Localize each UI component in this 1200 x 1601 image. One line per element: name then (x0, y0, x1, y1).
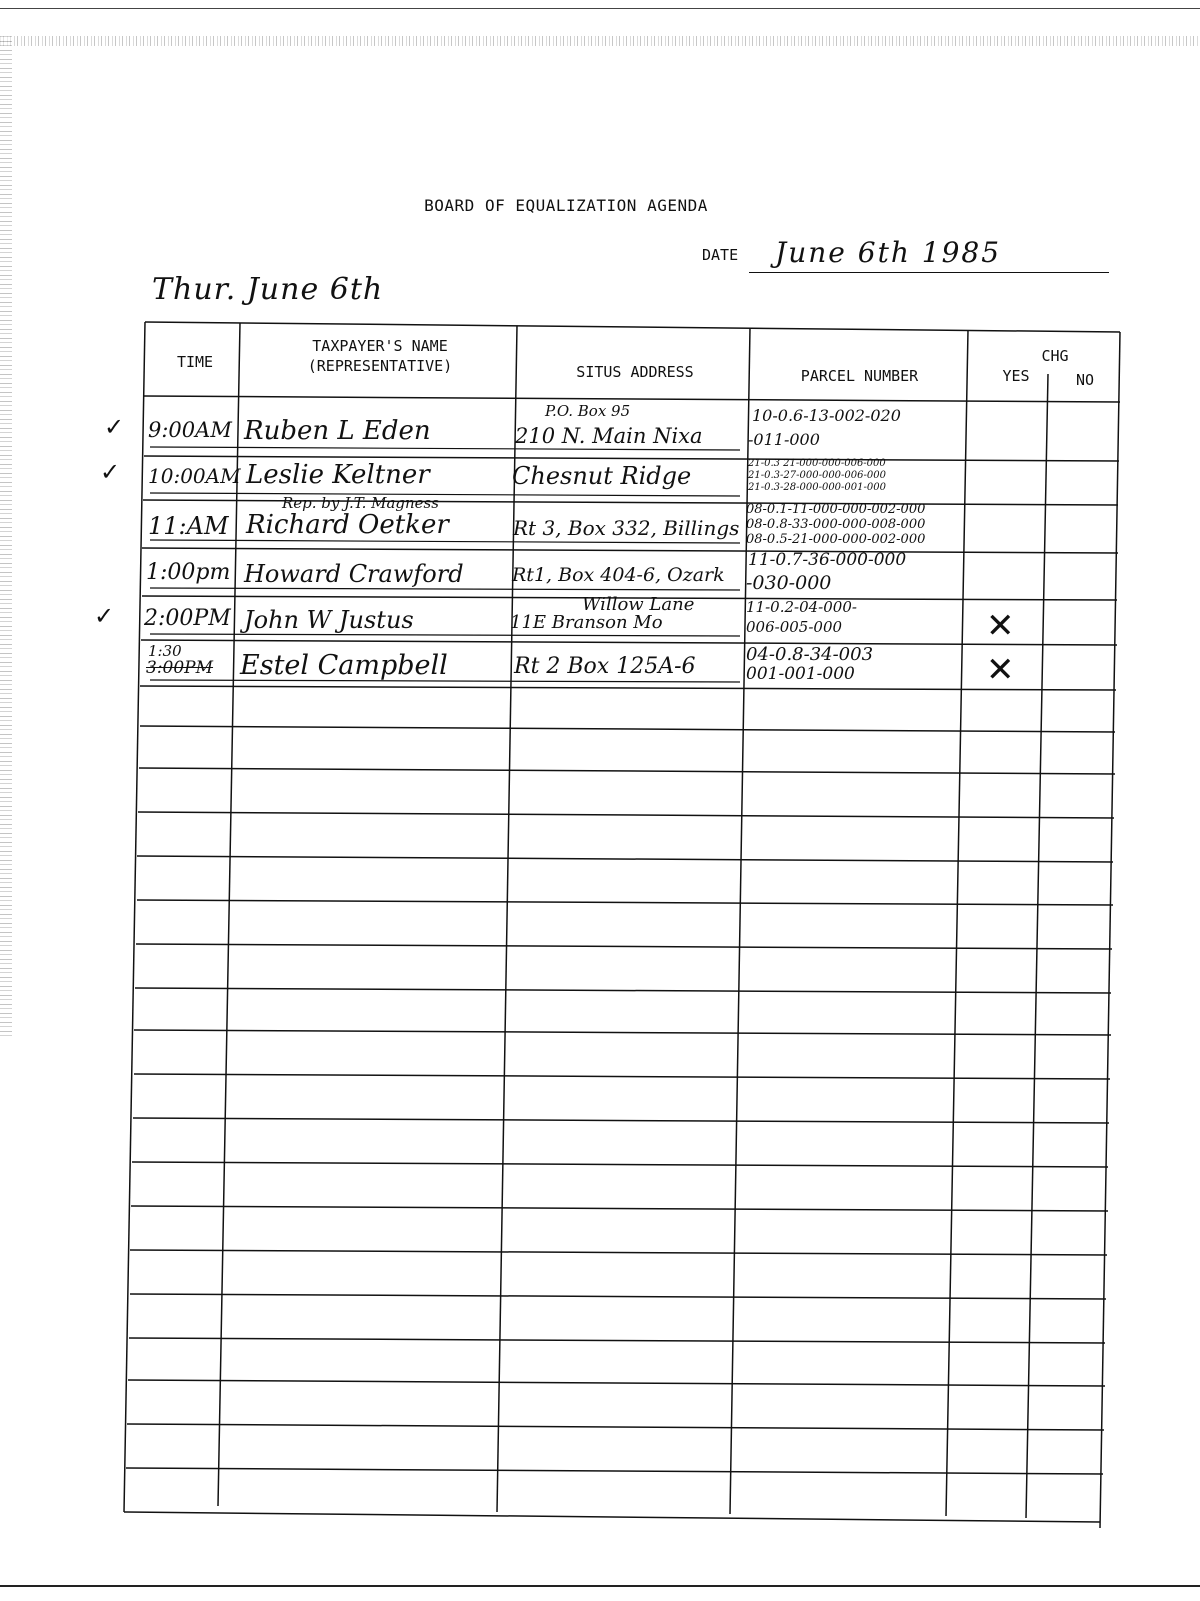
header-yes: YES (1002, 367, 1030, 385)
header-parcel-number: PARCEL NUMBER (800, 367, 919, 385)
row-5-check-mark: ✓ (94, 602, 115, 630)
row-3-parcel-2: 08-0.8-33-000-000-008-000 (746, 517, 926, 532)
row-6-parcel-2: 001-001-000 (746, 664, 855, 684)
row-3-parcel-3: 08-0.5-21-000-000-002-000 (746, 532, 926, 547)
row-5-situs: 11E Branson Mo (510, 612, 663, 633)
row-2-name: Leslie Keltner (246, 460, 430, 490)
row-2-check-mark: ✓ (100, 458, 121, 486)
row-6-time: 3:00PM (146, 658, 214, 678)
header-representative: (REPRESENTATIVE) (307, 357, 453, 375)
row-2-parcel-2: 21-0.3-27-000-000-006-000 (748, 470, 886, 481)
row-1-check-mark: ✓ (104, 413, 125, 441)
row-4-situs: Rt1, Box 404-6, Ozark (512, 564, 725, 586)
row-4-name: Howard Crawford (244, 560, 464, 588)
row-3-name: Richard Oetker (246, 510, 449, 540)
row-1-parcel-2: -011-000 (748, 430, 820, 449)
date-label: DATE (702, 246, 739, 264)
day-note: Thur. June 6th (152, 272, 384, 307)
row-1-parcel-1: 10-0.6-13-002-020 (752, 406, 901, 425)
header-taxpayer-name: TAXPAYER'S NAME (312, 337, 448, 355)
header-situs-address: SITUS ADDRESS (576, 363, 694, 381)
row-6-parcel-1: 04-0.8-34-003 (746, 644, 874, 665)
row-6-time-correction: 1:30 (148, 642, 182, 660)
row-2-parcel-3: 21-0.3-28-000-000-001-000 (748, 482, 886, 493)
date-value: June 6th 1985 (775, 236, 1002, 269)
header-time: TIME (176, 353, 214, 371)
bottom-border (0, 1585, 1200, 1591)
row-6-yes-mark: ✕ (986, 650, 1015, 690)
row-6-name: Estel Campbell (240, 650, 448, 681)
row-2-situs: Chesnut Ridge (512, 462, 692, 490)
row-1-time: 9:00AM (148, 418, 232, 442)
row-5-yes-mark: ✕ (986, 606, 1015, 646)
row-6-situs: Rt 2 Box 125A-6 (514, 654, 696, 679)
row-3-time: 11:AM (148, 512, 229, 540)
row-3-situs: Rt 3, Box 332, Billings (513, 516, 740, 540)
header-chg: CHG (1041, 347, 1069, 365)
row-4-parcel-1: 11-0.7-36-000-000 (748, 550, 907, 570)
header-no: NO (1075, 371, 1095, 389)
row-5-parcel-2: 006-005-000 (746, 618, 843, 636)
row-3-parcel-1: 08-0.1-11-000-000-002-000 (746, 502, 926, 517)
row-5-time: 2:00PM (144, 606, 231, 631)
row-4-parcel-2: -030-000 (746, 572, 832, 594)
row-1-name: Ruben L Eden (244, 416, 431, 446)
row-5-situs-top: Willow Lane (582, 594, 695, 615)
row-5-name: John W Justus (244, 606, 414, 634)
row-1-situs-top: P.O. Box 95 (545, 402, 631, 420)
row-4-time: 1:00pm (146, 560, 231, 585)
row-3-rep-note: Rep. by J.T. Magness (282, 494, 439, 512)
title-text: BOARD OF EQUALIZATION AGENDA (424, 196, 708, 215)
row-5-parcel-1: 11-0.2-04-000- (746, 598, 857, 616)
row-1-situs: 210 N. Main Nixa (515, 424, 703, 448)
row-2-time: 10:00AM (148, 464, 241, 488)
row-2-parcel-1: 21-0.3 21-000-000-006-000 (748, 458, 886, 469)
